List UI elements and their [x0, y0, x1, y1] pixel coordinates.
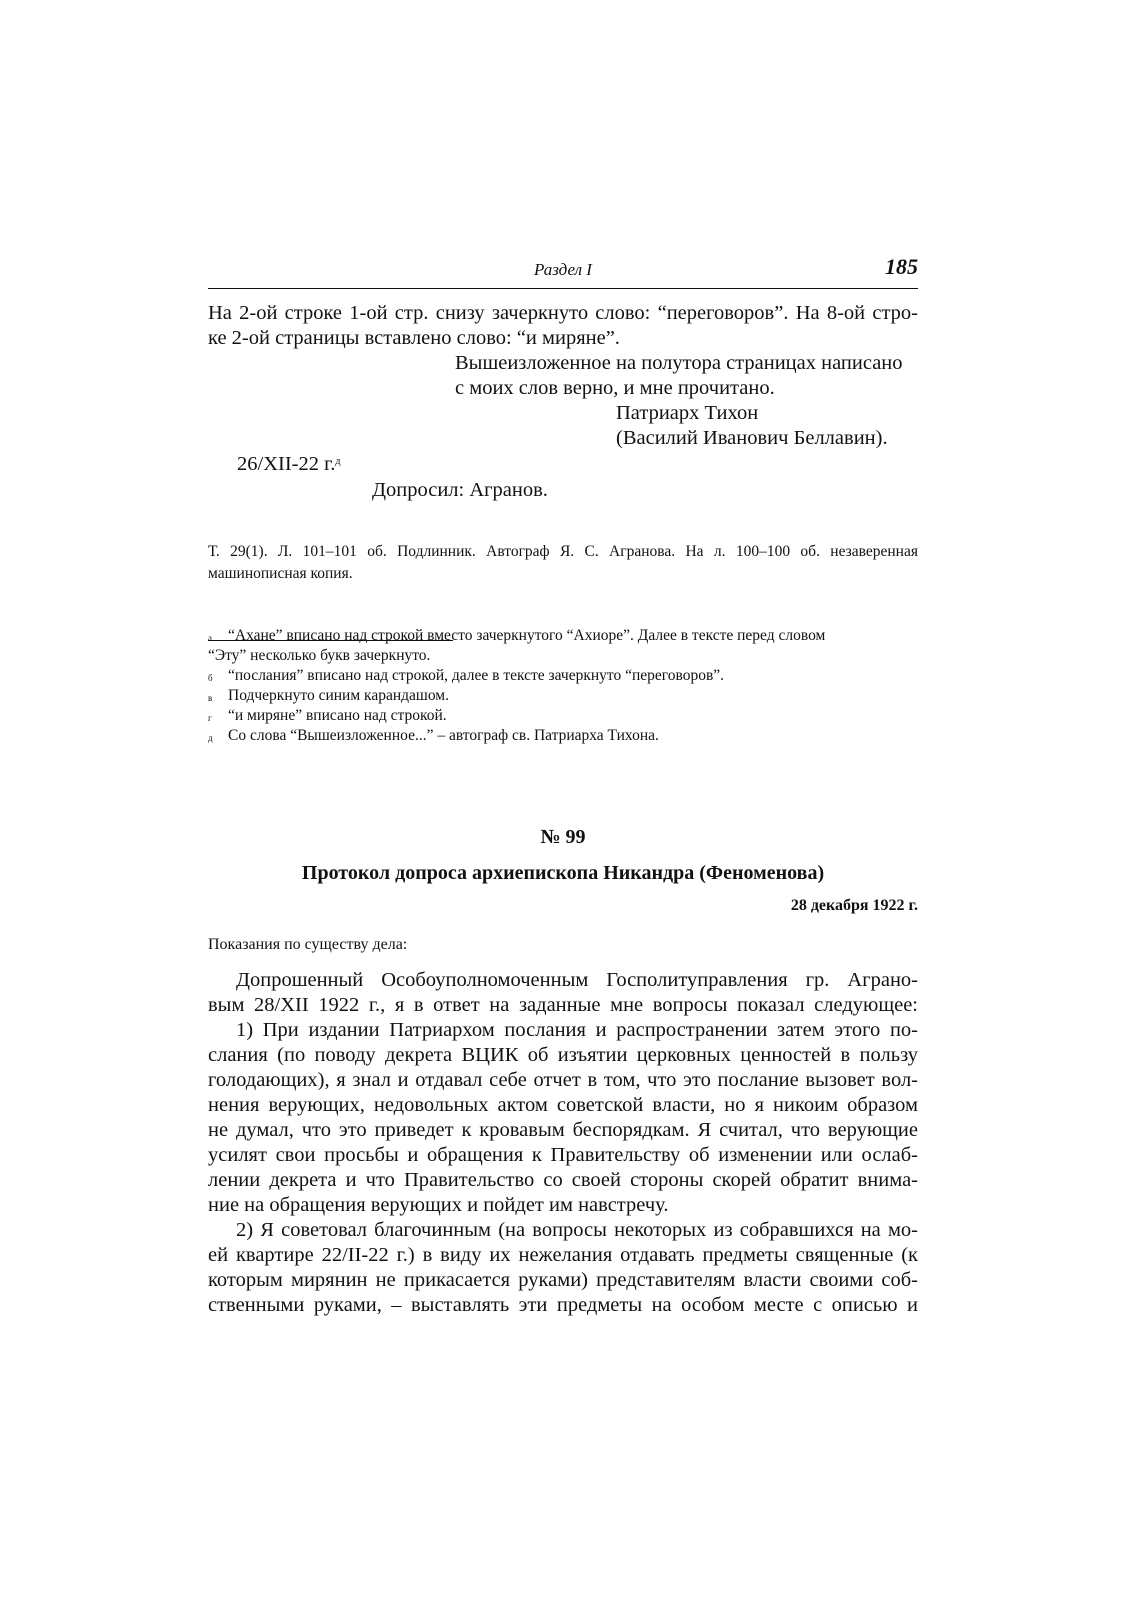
- footnote-text: “Ахане” вписано над строкой вместо зачеркнутого “Ахиоре”. Далее в тексте перед словом: [228, 627, 826, 644]
- footnote-mark: в: [208, 693, 213, 703]
- footnote-mark: б: [208, 673, 213, 683]
- body-line: ке 2-ой страницы вставлено слово: “и миряне”.: [208, 327, 620, 349]
- footnote-text: “и миряне” вписано над строкой.: [228, 707, 447, 724]
- footnote-ref: д: [335, 456, 341, 467]
- body-line: слания (по поводу декрета ВЦИК об изъятии церковных ценностей в пользу: [208, 1044, 918, 1066]
- body-line: вым 28/XII 1922 г., я в ответ на заданные мне вопросы показал следующее:: [208, 994, 918, 1016]
- archival-note: Т. 29(1). Л. 101–101 об. Подлинник. Автограф Я. С. Агранова. На л. 100–100 об. незаверенная: [208, 543, 918, 560]
- signature-date: [237, 452, 340, 476]
- body-line: ственными руками, – выставлять эти предметы на особом месте с описью и: [208, 1294, 918, 1316]
- body-line: 2) Я советовал благочинным (на вопросы некоторых из собравшихся на мо-: [236, 1219, 918, 1241]
- footnote: [208, 726, 918, 746]
- footnote-text: Подчеркнуто синим карандашом.: [228, 687, 449, 704]
- signature-full-name: (Василий Иванович Беллавин).: [616, 427, 888, 449]
- signature-name: Патриарх Тихон: [616, 402, 759, 424]
- body-line: 1) При издании Патриархом послания и распространении затем этого по-: [236, 1019, 918, 1041]
- document-date: 28 декабря 1922 г.: [790, 897, 918, 914]
- body-line: ние на обращения верующих и пойдет им навстречу.: [208, 1194, 669, 1216]
- footnote: [208, 706, 918, 726]
- archival-note: машинописная копия.: [208, 565, 353, 582]
- document-title: Протокол допроса архиепископа Никандра (Феноменова): [301, 862, 825, 884]
- footnote: [208, 626, 918, 646]
- document-number: № 99: [540, 826, 586, 848]
- footnote: [208, 686, 918, 706]
- page-number: 185: [885, 254, 918, 279]
- body-line: голодающих), я знал и отдавал себе отчет в том, что это послание вызовет вол-: [208, 1069, 918, 1091]
- footnote-text: Со слова “Вышеизложенное...” – автограф св. Патриарха Тихона.: [228, 727, 659, 744]
- body-line: лении декрета и что Правительство со своей стороны скорей обратит внима-: [208, 1169, 918, 1191]
- body-line: которым мирянин не прикасается руками) представителям власти своими соб-: [208, 1269, 918, 1291]
- footnote: [208, 666, 918, 686]
- body-line: ей квартире 22/II-22 г.) в виду их нежелания отдавать предметы священные (к: [208, 1244, 918, 1266]
- footnote-mark: г: [208, 713, 212, 723]
- body-line: усилят свои просьбы и обращения к Правительству об изменении или ослаб-: [208, 1144, 918, 1166]
- footnote-text: “послания” вписано над строкой, далее в тексте зачеркнуто “переговоров”.: [228, 667, 725, 684]
- signature-date-text: 26/XII-22 г.: [237, 453, 336, 475]
- body-line: нения верующих, недовольных актом советской власти, но я никоим образом: [208, 1094, 918, 1116]
- signature-line: Вышеизложенное на полутора страницах написано: [455, 352, 903, 374]
- body-line: Допрошенный Особоуполномоченным Госполитуправления гр. Аграно-: [236, 969, 918, 991]
- footnote-mark: а: [208, 633, 212, 643]
- document-page: [208, 0, 918, 1622]
- body-line: не думал, что это приведет к кровавым беспорядкам. Я считал, что верующие: [208, 1119, 918, 1141]
- signature-line: с моих слов верно, и мне прочитано.: [455, 377, 775, 399]
- interrogator-signature: Допросил: Агранов.: [372, 479, 548, 501]
- footnote-mark: д: [208, 733, 213, 743]
- document-intro: Показания по существу дела:: [208, 936, 408, 953]
- footnote: [208, 646, 918, 666]
- footnote-text: “Эту” несколько букв зачеркнуто.: [208, 647, 431, 664]
- running-header: [208, 254, 918, 289]
- section-title: Раздел I: [534, 260, 592, 279]
- body-line: На 2-ой строке 1-ой стр. снизу зачеркнуто слово: “переговоров”. На 8-ой стро-: [208, 302, 918, 324]
